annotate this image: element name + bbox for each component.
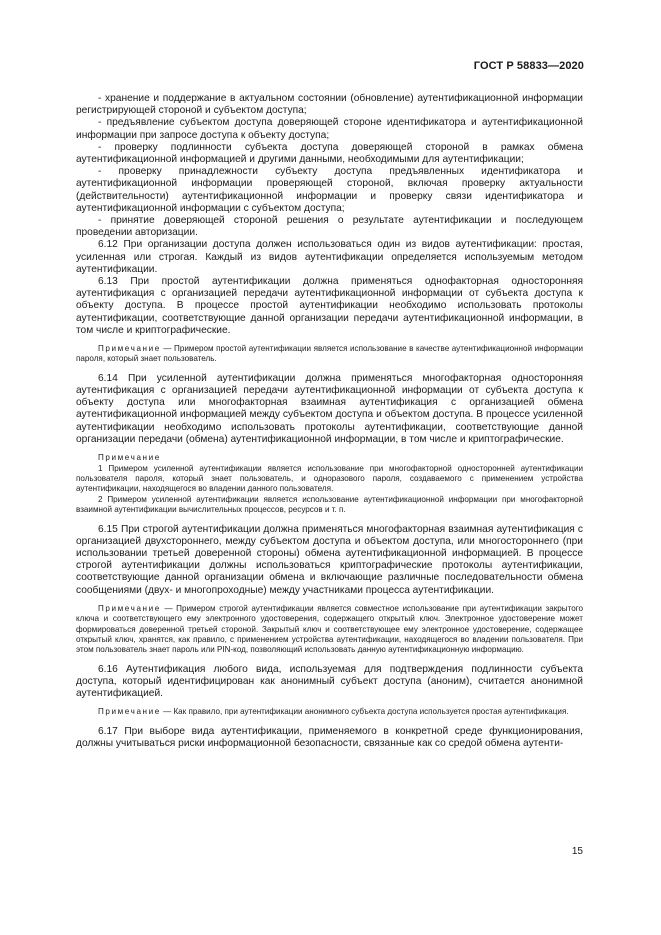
note-item: 1 Примером усиленной аутентификации является использование при многофакторной односторонней аутентификации пользователя пароля, который знает пользователь, и одноразового пароля, создаваемого с применением устройства аутентификации, находящегося во владении данного пользователя. — [76, 463, 583, 494]
list-item: - проверку подлинности субъекта доступа доверяющей стороной в рамках обмена аутентификационной информацией и другими данными, необходимыми для аутентификации; — [76, 141, 583, 166]
clause-6-15: 6.15 При строгой аутентификации должна применяться многофакторная взаимная аутентификация с организацией двухстороннего, между субъектом доступа и объектом доступа, или многостороннего (при использовании третьей доверенной стороны) обмена аутентификационной информацией. В процессе строгой аутентификации должны использоваться криптографические протоколы аутентификации, соответствующие данной организации обмена и включающие различные последовательности обмена сообщениями (двух- и многопроходные) между участниками процесса аутентификации. — [76, 523, 583, 596]
page-number: 15 — [571, 846, 583, 857]
note-text: — Примером простой аутентификации является использование в качестве аутентификационной информации пароля, который знает пользователь. — [76, 344, 583, 364]
standard-number: ГОСТ Р 58833—2020 — [473, 60, 584, 72]
document-body — [76, 93, 583, 750]
clause-6-17: 6.17 При выборе вида аутентификации, применяемого в конкретной среде функционирования, должны учитываться риски информационной безопасности, связанные как со средой обмена аутенти- — [76, 725, 583, 749]
clause-6-16: 6.16 Аутентификация любого вида, используемая для подтверждения подлинности субъекта доступа, который идентифицирован как анонимный субъект доступа (аноним), считается анонимной аутентификацией. — [76, 663, 583, 700]
notes-heading: Примечание — [98, 453, 161, 463]
clause-6-12: 6.12 При организации доступа должен использоваться один из видов аутентификации: простая, усиленная или строгая. Каждый из видов аутентификации определяется используемым методом аутентификации. — [76, 239, 583, 275]
list-item: - хранение и поддержание в актуальном состоянии (обновление) аутентификационной информации регистрирующей стороной и субъектом доступа; — [76, 93, 583, 117]
note-item: 2 Примером усиленной аутентификации является использование аутентификационной информации при многофакторной взаимной аутентификации вычислительных процессов, ресурсов и т. п. — [76, 494, 583, 515]
note-text: — Примером строгой аутентификации является совместное использование при аутентификации закрытого ключа и соответствующего ему электронного удостоверения, содержащего открытый ключ. Электронное удостоверение может формироваться доверенной третьей стороной. Закрытый ключ и соответствующее ему электронное удостоверение, содержащее открытый ключ, хранятся, как правило, с применением устройства аутентификации, находящегося во владении пользователя. При этом пользователь знает пароль или PIN-код, позволяющий использовать данную аутентификационную информацию. — [76, 603, 583, 655]
note-label: Примечание — [98, 603, 161, 613]
list-item: - проверку принадлежности субъекту доступа предъявленных идентификатора и аутентификационной информации проверяющей стороной, включая проверку актуальности (действительности) аутентификационной информации и проверку связи идентификатора и аутентификационной информации с субъектом доступа; — [76, 166, 583, 214]
note-text: — Как правило, при аутентификации анонимного субъекта доступа используется простая аутентификация. — [160, 707, 569, 717]
note — [76, 604, 583, 656]
clause-6-13: 6.13 При простой аутентификации должна применяться однофакторная односторонняя аутентификация с организацией передачи аутентификационной информации от субъекта доступа к объекту доступа. В процессе простой аутентификации необходимо использовать протоколы аутентификации, соответствующие данной организации передачи аутентификационной информации, в том числе и криптографические. — [76, 276, 583, 336]
note — [76, 707, 583, 717]
list-item: - принятие доверяющей стороной решения о результате аутентификации и последующем проведении авторизации. — [76, 215, 583, 239]
clause-6-14: 6.14 При усиленной аутентификации должна применяться многофакторная односторонняя аутентификация с организацией передачи аутентификационной информации от субъекта доступа к объекту доступа или многофакторная взаимная аутентификация с организацией обмена аутентификационной информацией между субъектом доступа и объектом доступа. В процессе усиленной аутентификации необходимо использовать протоколы аутентификации, соответствующие данной организации передачи (обмена) аутентификационной информации, в том числе и криптографические. — [76, 372, 583, 445]
note — [76, 344, 583, 365]
note-label: Примечание — [98, 344, 161, 354]
note-label: Примечание — [98, 707, 161, 717]
list-item: - предъявление субъектом доступа доверяющей стороне идентификатора и аутентификационной информации при запросе доступа к объекту доступа; — [76, 117, 583, 141]
